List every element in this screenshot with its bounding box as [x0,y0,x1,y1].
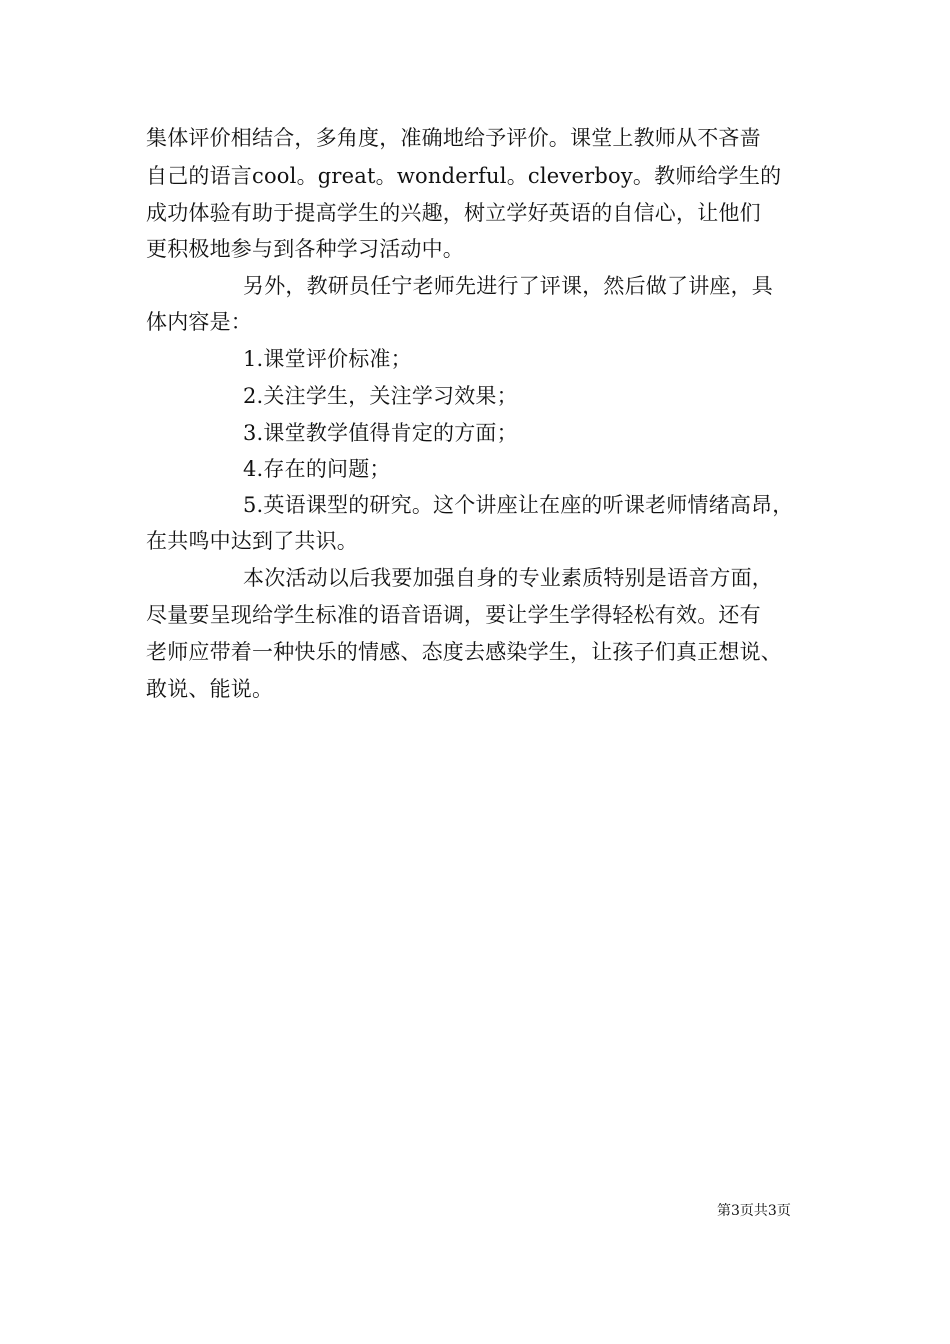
text-line: 自己的语言cool。great。wonderful。cleverboy。教师给学生的 [146,164,782,188]
text-line: 更积极地参与到各种学习活动中。 [146,237,464,261]
list-item: 4.存在的问题； [243,457,391,481]
text-line: 老师应带着一种快乐的情感、态度去感染学生，让孩子们真正想说、 [146,640,782,664]
text-line: 另外，教研员任宁老师先进行了评课，然后做了讲座，具 [243,274,773,298]
text-line: 本次活动以后我要加强自身的专业素质特别是语音方面， [243,566,773,590]
list-item: 5.英语课型的研究。这个讲座让在座的听课老师情绪高昂， [243,493,794,517]
text-line: 敢说、能说。 [146,677,274,701]
text-line: 成功体验有助于提高学生的兴趣，树立学好英语的自信心，让他们 [146,201,761,225]
page-number: 第3页共3页 [717,1203,791,1219]
text-line: 在共鸣中达到了共识。 [146,529,358,553]
list-item: 2.关注学生，关注学习效果； [243,384,518,408]
list-item: 1.课堂评价标准； [243,347,412,371]
text-line: 体内容是： [146,310,252,334]
list-item: 3.课堂教学值得肯定的方面； [243,421,518,445]
text-line: 尽量要呈现给学生标准的语音语调，要让学生学得轻松有效。还有 [146,603,761,627]
text-line: 集体评价相结合，多角度，准确地给予评价。课堂上教师从不吝啬 [146,126,761,150]
